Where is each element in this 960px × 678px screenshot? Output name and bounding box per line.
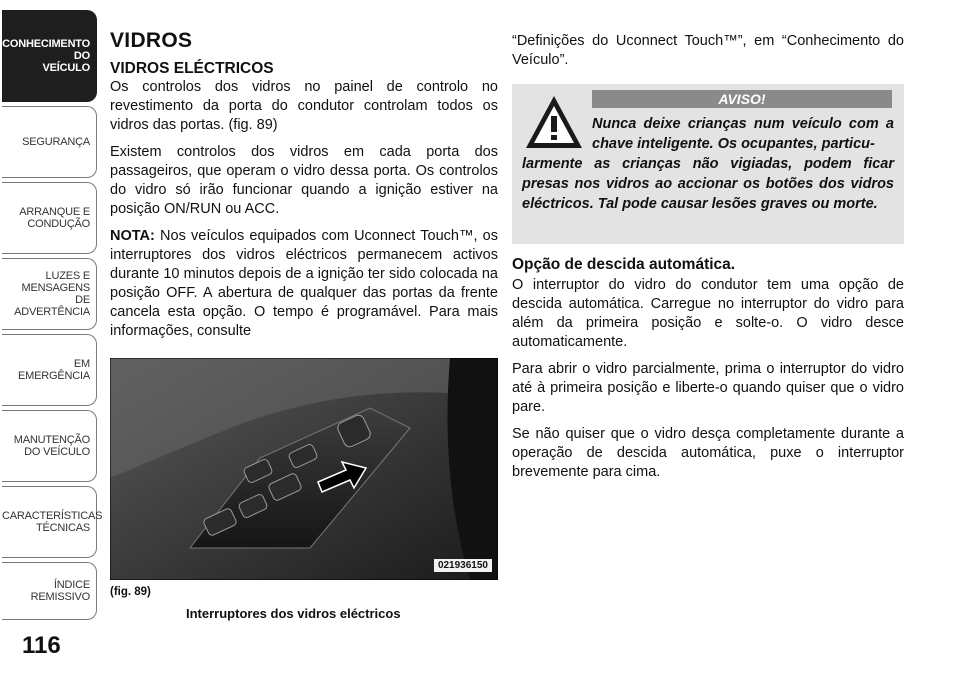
- auto-down-section: [512, 256, 904, 482]
- window-switches-photo: [110, 358, 498, 580]
- left-column: [110, 28, 498, 341]
- tab-label-line: MANUTENÇÃO: [13, 434, 90, 446]
- figure-caption: Interruptores dos vidros eléctricos: [186, 606, 401, 621]
- paragraph: Para abrir o vidro parcialmente, prima o interruptor do vidro até à primeira posição e liberte-o quando quiser que o vidro pare.: [512, 361, 904, 415]
- figure-code: 021936150: [434, 559, 492, 572]
- tab-label-line: TÉCNICAS: [35, 522, 90, 534]
- tab-label-line: EM: [73, 358, 90, 370]
- tab-label-line: ARRANQUE E: [19, 206, 90, 218]
- tab-label-line: CARACTERÍSTICAS: [2, 510, 103, 522]
- warning-text: [522, 114, 894, 214]
- paragraph: Os controlos dos vidros no painel de controlo no revestimento da porta do condutor controlam todos os vidros das portas. (fig. 89): [110, 79, 498, 133]
- page-number: 116: [22, 632, 61, 659]
- chapter-sidebar: [0, 0, 103, 678]
- warning-text-rest: larmente as crianças não vigiadas, podem ficar presas nos vidros ao accionar os botões dos vidros eléctricos. Tal pode causar lesões graves ou morte.: [522, 156, 894, 212]
- tab-label-line: SEGURANÇA: [22, 136, 90, 148]
- note-paragraph: [110, 227, 498, 341]
- tab-caracteristicas-tecnicas[interactable]: [2, 486, 103, 558]
- tab-label-line: EMERGÊNCIA: [18, 370, 90, 382]
- tab-conhecimento-do-veiculo[interactable]: [2, 10, 97, 102]
- note-text: Nos veículos equipados com Uconnect Touch™, os interruptores dos vidros eléctricos permanecem activos durante 10 minutos depois de a ignição ter sido colocada na posição OFF. A abertura de qualquer das portas da frente cancela esta opção. O tempo é programável. Para mais informações, consulte: [110, 228, 498, 339]
- tab-label-line: REMISSIVO: [30, 591, 90, 603]
- tab-label-line: MENSAGENS: [21, 282, 90, 294]
- warning-title: AVISO!: [592, 90, 892, 108]
- right-column: [512, 32, 904, 70]
- tab-label-line: DE: [75, 294, 90, 306]
- tab-label-line: CONDUÇÃO: [27, 218, 90, 230]
- tab-indice-remissivo[interactable]: [2, 562, 97, 620]
- warning-box: [512, 84, 904, 244]
- tab-luzes-e-mensagens[interactable]: [2, 258, 97, 330]
- subsection-title: VIDROS ELÉCTRICOS: [110, 60, 274, 77]
- section-title: VIDROS: [110, 29, 193, 52]
- tab-label-line: DO VEÍCULO: [24, 446, 90, 458]
- tab-arranque-e-conducao[interactable]: [2, 182, 97, 254]
- paragraph-continuation: “Definições do Uconnect Touch™”, em “Conhecimento do Veículo”.: [512, 33, 904, 68]
- tab-manutencao-do-veiculo[interactable]: [2, 410, 97, 482]
- paragraph: O interruptor do vidro do condutor tem uma opção de descida automática. Carregue no interruptor do vidro para além da primeira posição e solte-o. O vidro desce automaticamente.: [512, 277, 904, 350]
- tab-label-line: VEÍCULO: [42, 62, 90, 74]
- tab-label-line: LUZES E: [45, 270, 90, 282]
- section-title-auto-down: Opção de descida automática.: [512, 256, 736, 273]
- tab-label-line: DO: [73, 50, 90, 62]
- tab-em-emergencia[interactable]: [2, 334, 97, 406]
- door-panel-illustration: [110, 358, 498, 580]
- figure-reference: (fig. 89): [110, 586, 151, 598]
- tab-seguranca[interactable]: [2, 106, 97, 178]
- tab-label-line: CONHECIMENTO: [2, 38, 90, 50]
- warning-text-first: Nunca deixe crianças num veículo com a chave inteligente. Os ocupantes, particu-: [592, 116, 894, 152]
- paragraph: Se não quiser que o vidro desça completamente durante a operação de descida automática, puxe o interruptor brevemente para cima.: [512, 426, 904, 480]
- tab-label-line: ÍNDICE: [53, 579, 90, 591]
- tab-label-line: ADVERTÊNCIA: [14, 306, 90, 318]
- note-label: NOTA:: [110, 228, 155, 244]
- paragraph: Existem controlos dos vidros em cada porta dos passageiros, que operam o vidro dessa porta. Os controlos do vidro só irão funcionar quando a ignição estiver na posição ON/RUN ou ACC.: [110, 144, 498, 217]
